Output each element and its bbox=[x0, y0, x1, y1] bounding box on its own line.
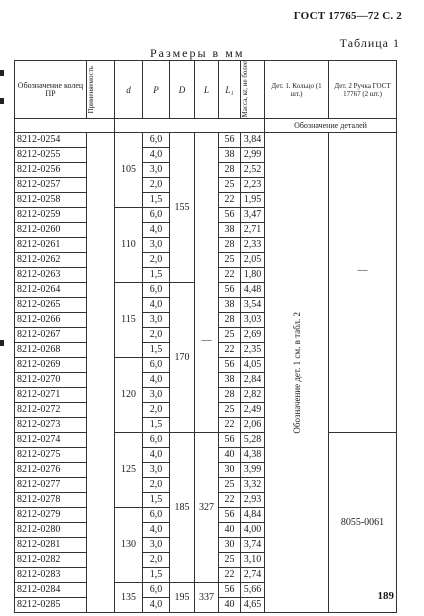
det2-value-cell: 8055-0061 bbox=[329, 433, 397, 613]
mass-cell: 2,99 bbox=[241, 148, 265, 163]
mass-cell: 1,80 bbox=[241, 268, 265, 283]
row-designation: 8212-0279 bbox=[15, 508, 87, 523]
L1-cell: 22 bbox=[219, 268, 241, 283]
table-number: Таблица 1 bbox=[339, 36, 400, 50]
mass-cell: 2,33 bbox=[241, 238, 265, 253]
L1-cell: 25 bbox=[219, 403, 241, 418]
row-designation: 8212-0265 bbox=[15, 298, 87, 313]
mass-cell: 3,47 bbox=[241, 208, 265, 223]
row-designation: 8212-0277 bbox=[15, 478, 87, 493]
mass-cell: 3,03 bbox=[241, 313, 265, 328]
col-spacer bbox=[115, 119, 265, 133]
row-designation: 8212-0275 bbox=[15, 448, 87, 463]
L1-cell: 38 bbox=[219, 223, 241, 238]
d-cell: 110 bbox=[115, 208, 143, 283]
row-designation: 8212-0284 bbox=[15, 583, 87, 598]
row-designation: 8212-0272 bbox=[15, 403, 87, 418]
col-mass: Масса, кг, не более bbox=[241, 61, 265, 119]
L1-cell: 28 bbox=[219, 388, 241, 403]
binding-mark bbox=[0, 70, 4, 76]
p-cell: 3,0 bbox=[143, 538, 170, 553]
det1-note-cell bbox=[265, 133, 329, 613]
d-cell: 120 bbox=[115, 358, 143, 433]
p-cell: 4,0 bbox=[143, 448, 170, 463]
d-cell: 130 bbox=[115, 508, 143, 583]
col-d: d bbox=[115, 61, 143, 119]
p-cell: 4,0 bbox=[143, 148, 170, 163]
mass-cell: 3,74 bbox=[241, 538, 265, 553]
row-designation: 8212-0256 bbox=[15, 163, 87, 178]
p-cell: 1,5 bbox=[143, 343, 170, 358]
document-header: ГОСТ 17765—72 С. 2 bbox=[293, 10, 402, 22]
col-det2: Дет. 2 Ручка ГОСТ 17767 (2 шт.) bbox=[329, 61, 397, 119]
p-cell: 4,0 bbox=[143, 223, 170, 238]
L1-cell: 22 bbox=[219, 493, 241, 508]
mass-cell: 5,66 bbox=[241, 583, 265, 598]
p-cell: 1,5 bbox=[143, 268, 170, 283]
L-cell: 327 bbox=[195, 433, 219, 583]
L1-cell: 38 bbox=[219, 298, 241, 313]
mass-cell: 3,32 bbox=[241, 478, 265, 493]
D-cell: 155 bbox=[170, 133, 195, 283]
L1-cell: 38 bbox=[219, 373, 241, 388]
L1-cell: 56 bbox=[219, 283, 241, 298]
L1-cell: 22 bbox=[219, 418, 241, 433]
row-designation: 8212-0255 bbox=[15, 148, 87, 163]
mass-cell: 2,71 bbox=[241, 223, 265, 238]
p-cell: 3,0 bbox=[143, 238, 170, 253]
L1-cell: 56 bbox=[219, 433, 241, 448]
table-row bbox=[15, 433, 397, 448]
row-designation: 8212-0261 bbox=[15, 238, 87, 253]
L1-cell: 22 bbox=[219, 193, 241, 208]
col-D: D bbox=[170, 61, 195, 119]
L1-cell: 28 bbox=[219, 163, 241, 178]
p-cell: 6,0 bbox=[143, 208, 170, 223]
mass-cell: 4,65 bbox=[241, 598, 265, 613]
p-cell: 4,0 bbox=[143, 298, 170, 313]
mass-cell: 4,05 bbox=[241, 358, 265, 373]
binding-mark bbox=[0, 98, 4, 104]
mass-cell: 4,84 bbox=[241, 508, 265, 523]
p-cell: 6,0 bbox=[143, 358, 170, 373]
p-cell: 2,0 bbox=[143, 553, 170, 568]
mass-cell: 2,06 bbox=[241, 418, 265, 433]
L1-cell: 40 bbox=[219, 598, 241, 613]
mass-cell: 3,10 bbox=[241, 553, 265, 568]
L1-cell: 56 bbox=[219, 208, 241, 223]
col-applicability: Применяемость bbox=[87, 61, 115, 119]
row-designation: 8212-0273 bbox=[15, 418, 87, 433]
L1-cell: 56 bbox=[219, 133, 241, 148]
p-cell: 3,0 bbox=[143, 463, 170, 478]
L1-cell: 22 bbox=[219, 568, 241, 583]
p-cell: 2,0 bbox=[143, 478, 170, 493]
mass-cell: 5,28 bbox=[241, 433, 265, 448]
binding-mark bbox=[0, 340, 4, 346]
row-designation: 8212-0262 bbox=[15, 253, 87, 268]
D-cell: 170 bbox=[170, 283, 195, 433]
p-cell: 2,0 bbox=[143, 403, 170, 418]
row-designation: 8212-0263 bbox=[15, 268, 87, 283]
p-cell: 6,0 bbox=[143, 133, 170, 148]
mass-cell: 2,74 bbox=[241, 568, 265, 583]
row-designation: 8212-0257 bbox=[15, 178, 87, 193]
det2-dash-cell bbox=[329, 133, 397, 433]
L1-cell: 56 bbox=[219, 358, 241, 373]
L1-cell: 25 bbox=[219, 253, 241, 268]
p-cell: 3,0 bbox=[143, 388, 170, 403]
L1-cell: 30 bbox=[219, 538, 241, 553]
L1-cell: 38 bbox=[219, 148, 241, 163]
row-designation: 8212-0278 bbox=[15, 493, 87, 508]
L1-cell: 56 bbox=[219, 583, 241, 598]
p-cell: 2,0 bbox=[143, 178, 170, 193]
mass-cell: 2,84 bbox=[241, 373, 265, 388]
p-cell: 6,0 bbox=[143, 433, 170, 448]
mass-cell: 1,95 bbox=[241, 193, 265, 208]
p-cell: 1,5 bbox=[143, 568, 170, 583]
applicability-cell bbox=[87, 133, 115, 613]
mass-cell: 2,35 bbox=[241, 343, 265, 358]
row-designation: 8212-0274 bbox=[15, 433, 87, 448]
mass-cell: 3,99 bbox=[241, 463, 265, 478]
d-cell: 125 bbox=[115, 433, 143, 508]
col-p: P bbox=[143, 61, 170, 119]
row-designation: 8212-0280 bbox=[15, 523, 87, 538]
sizes-label: Размеры в мм bbox=[150, 46, 245, 60]
row-designation: 8212-0267 bbox=[15, 328, 87, 343]
col-det1: Дет. 1. Кольцо (1 шт.) bbox=[265, 61, 329, 119]
mass-cell: 4,38 bbox=[241, 448, 265, 463]
col-L: L bbox=[195, 61, 219, 119]
row-designation: 8212-0269 bbox=[15, 358, 87, 373]
L1-cell: 22 bbox=[219, 343, 241, 358]
mass-cell: 2,52 bbox=[241, 163, 265, 178]
col-spacer bbox=[15, 119, 115, 133]
L1-cell: 28 bbox=[219, 313, 241, 328]
row-designation: 8212-0268 bbox=[15, 343, 87, 358]
row-designation: 8212-0264 bbox=[15, 283, 87, 298]
mass-cell: 2,69 bbox=[241, 328, 265, 343]
L-dash: — bbox=[201, 334, 212, 346]
mass-cell: 4,48 bbox=[241, 283, 265, 298]
D-cell: 195 bbox=[170, 583, 195, 613]
mass-cell: 2,49 bbox=[241, 403, 265, 418]
row-designation: 8212-0254 bbox=[15, 133, 87, 148]
row-designation: 8212-0271 bbox=[15, 388, 87, 403]
p-cell: 1,5 bbox=[143, 193, 170, 208]
row-designation: 8212-0260 bbox=[15, 223, 87, 238]
mass-cell: 2,23 bbox=[241, 178, 265, 193]
mass-cell: 2,82 bbox=[241, 388, 265, 403]
row-designation: 8212-0281 bbox=[15, 538, 87, 553]
row-designation: 8212-0285 bbox=[15, 598, 87, 613]
mass-cell: 3,84 bbox=[241, 133, 265, 148]
p-cell: 4,0 bbox=[143, 523, 170, 538]
p-cell: 6,0 bbox=[143, 283, 170, 298]
p-cell: 4,0 bbox=[143, 598, 170, 613]
p-cell: 1,5 bbox=[143, 493, 170, 508]
mass-cell: 2,05 bbox=[241, 253, 265, 268]
L-cell bbox=[195, 133, 219, 433]
L1-cell: 25 bbox=[219, 178, 241, 193]
L1-cell: 28 bbox=[219, 238, 241, 253]
row-designation: 8212-0283 bbox=[15, 568, 87, 583]
p-cell: 3,0 bbox=[143, 313, 170, 328]
L1-cell: 40 bbox=[219, 448, 241, 463]
L-cell: 337 bbox=[195, 583, 219, 613]
col-designation: Обозначение колец ПР bbox=[15, 61, 87, 119]
L1-cell: 25 bbox=[219, 328, 241, 343]
page-number: 189 bbox=[377, 590, 394, 602]
d-cell: 135 bbox=[115, 583, 143, 613]
mass-cell: 2,93 bbox=[241, 493, 265, 508]
p-cell: 2,0 bbox=[143, 328, 170, 343]
p-cell: 6,0 bbox=[143, 508, 170, 523]
p-cell: 1,5 bbox=[143, 418, 170, 433]
p-cell: 6,0 bbox=[143, 583, 170, 598]
p-cell: 2,0 bbox=[143, 253, 170, 268]
row-designation: 8212-0276 bbox=[15, 463, 87, 478]
L1-cell: 25 bbox=[219, 553, 241, 568]
row-designation: 8212-0282 bbox=[15, 553, 87, 568]
mass-cell: 4,00 bbox=[241, 523, 265, 538]
L1-cell: 56 bbox=[219, 508, 241, 523]
d-cell: 105 bbox=[115, 133, 143, 208]
det2-dash: — bbox=[357, 264, 368, 276]
col-L1: L₁ bbox=[219, 61, 241, 119]
D-cell: 185 bbox=[170, 433, 195, 583]
det1-note: Обозначение дет. 1 см. в табл. 2 bbox=[291, 311, 302, 434]
row-designation: 8212-0270 bbox=[15, 373, 87, 388]
p-cell: 3,0 bbox=[143, 163, 170, 178]
L1-cell: 40 bbox=[219, 523, 241, 538]
L1-cell: 30 bbox=[219, 463, 241, 478]
mass-cell: 3,54 bbox=[241, 298, 265, 313]
L1-cell: 25 bbox=[219, 478, 241, 493]
dimensions-table bbox=[14, 60, 397, 613]
row-designation: 8212-0259 bbox=[15, 208, 87, 223]
d-cell: 115 bbox=[115, 283, 143, 358]
row-designation: 8212-0258 bbox=[15, 193, 87, 208]
col-parts: Обозначение деталей bbox=[265, 119, 397, 133]
table-row bbox=[15, 133, 397, 148]
row-designation: 8212-0266 bbox=[15, 313, 87, 328]
p-cell: 4,0 bbox=[143, 373, 170, 388]
